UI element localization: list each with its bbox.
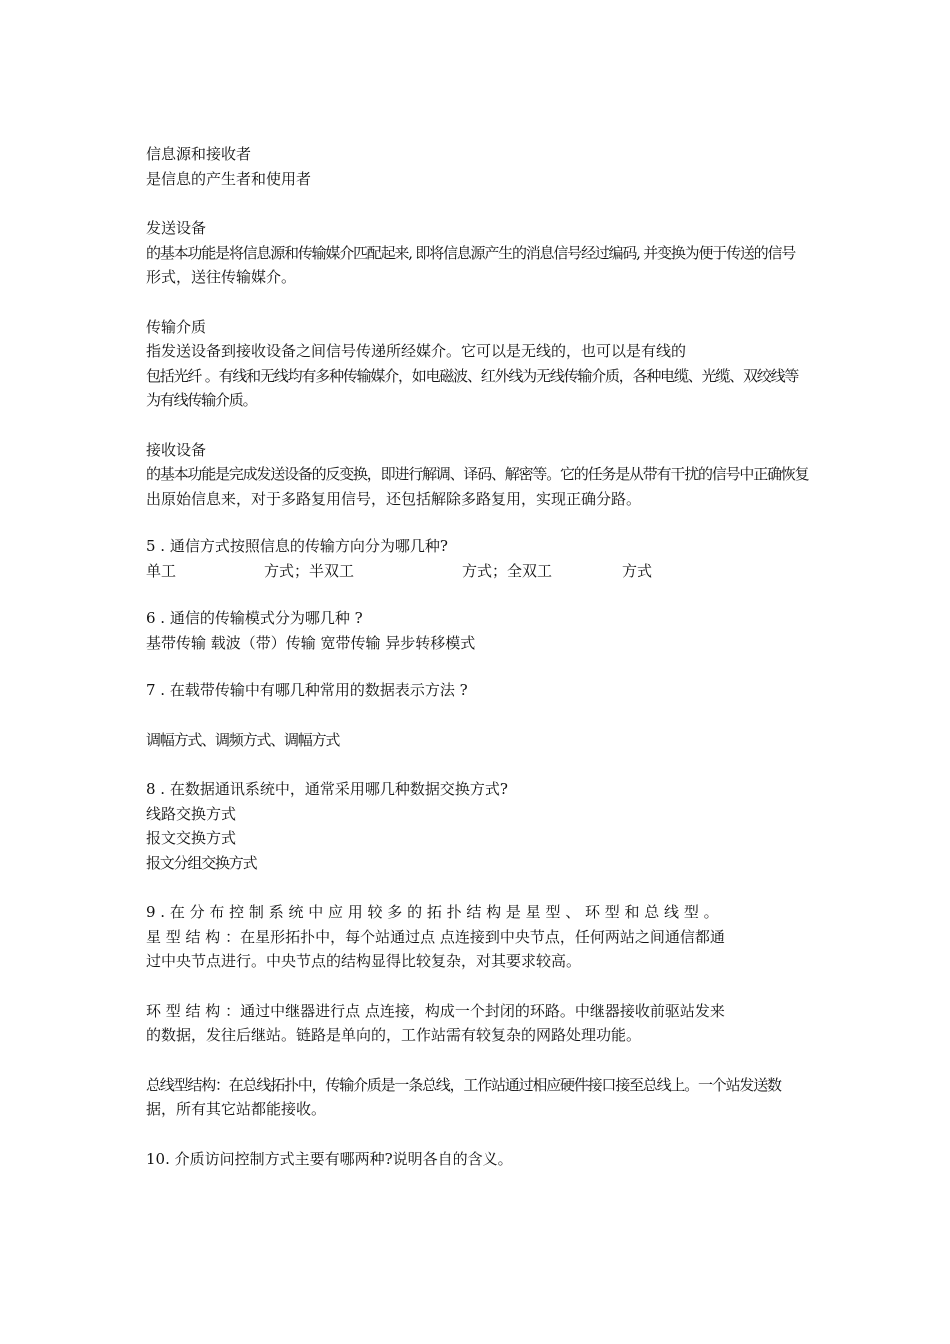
answer-part: 方式；全双工 <box>462 561 553 580</box>
answer-8-item: 报文分组交换方式 <box>146 853 257 872</box>
answer-5 <box>146 559 816 584</box>
bus-topology-text: 据，所有其它站都能接收。 <box>146 1100 327 1118</box>
section-text: 是信息的产生者和使用者 <box>146 169 312 188</box>
question-6: 6 . 通信的传输模式分为哪几种 ? <box>146 609 363 627</box>
answer-part: 方式 <box>622 561 653 580</box>
section-text: 的基本功能是完成发送设备的反变换，即进行解调、译码、解密等。它的任务是从带有干扰的信号中正确恢复 <box>146 465 809 483</box>
section-title: 信息源和接收者 <box>146 145 252 163</box>
section-text: 指发送设备到接收设备之间信号传递所经媒介。它可以是无线的，也可以是有线的 <box>146 342 687 360</box>
star-topology-text: 星 型 结 构 ：在星形拓扑中，每个站通过点 点连接到中央节点，任何两站之间通信都通 <box>146 927 725 946</box>
star-topology-text: 过中央节点进行。中央节点的结构显得比较复杂，对其要求较高。 <box>146 952 582 970</box>
section-text: 形式，送往传输媒介。 <box>146 268 297 286</box>
answer-8-item: 线路交换方式 <box>146 804 237 823</box>
section-text: 出原始信息来，对于多路复用信号，还包括解除多路复用，实现正确分路。 <box>146 489 642 508</box>
section-title: 传输介质 <box>146 317 207 336</box>
answer-6: 基带传输 载波（带）传输 宽带传输 异步转移模式 <box>146 633 476 652</box>
question-8: 8 . 在数据通讯系统中，通常采用哪几种数据交换方式? <box>146 780 508 798</box>
question-5: 5 . 通信方式按照信息的传输方向分为哪几种? <box>146 537 448 555</box>
ring-topology-text: 环 型 结 构 ：通过中继器进行点 点连接，构成一个封闭的环路。中继器接收前驱站发来 <box>146 1001 725 1020</box>
section-title: 发送设备 <box>146 219 207 237</box>
document-page <box>146 142 816 1171</box>
question-9: 9 . 在 分 布 控 制 系 统 中 应 用 较 多 的 拓 扑 结 构 是 星 型 、 环 型 和 总 线 型 。 <box>146 903 719 921</box>
question-10: 10. 介质访问控制方式主要有哪两种?说明各自的含义。 <box>146 1149 513 1168</box>
answer-part: 方式；半双工 <box>264 561 355 580</box>
answer-8-item: 报文交换方式 <box>146 829 237 847</box>
answer-7: 调幅方式、调频方式、调幅方式 <box>146 730 340 749</box>
ring-topology-text: 的数据，发往后继站。链路是单向的，工作站需有较复杂的网路处理功能。 <box>146 1026 642 1044</box>
section-text: 为有线传输介质。 <box>146 391 257 409</box>
section-title: 接收设备 <box>146 440 207 459</box>
bus-topology-text: 总线型结构：在总线拓扑中，传输介质是一条总线，工作站通过相应硬件接口接至总线上。一个站发送数 <box>146 1075 781 1094</box>
answer-part: 单工 <box>146 561 177 580</box>
section-text: 包括光纤 。有线和无线均有多种传输媒介，如电磁波、红外线为无线传输介质，各种电缆、光缆、双绞线等 <box>146 366 799 385</box>
section-text: 的基本功能是将信息源和传输媒介匹配起来, 即将信息源产生的消息信号经过编码, 并变换为便于传送的信号 <box>146 243 796 262</box>
question-7: 7 . 在载带传输中有哪几种常用的数据表示方法 ? <box>146 681 468 699</box>
